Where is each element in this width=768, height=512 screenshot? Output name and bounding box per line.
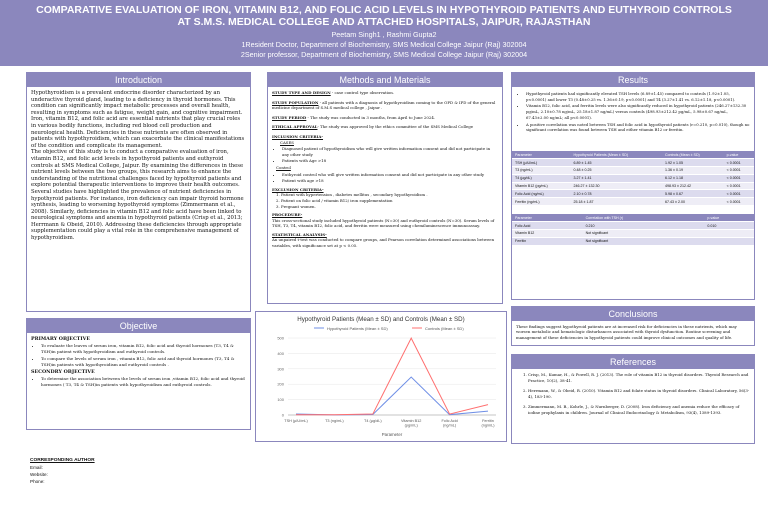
- results-title: Results: [512, 73, 754, 87]
- secondary-objective-label: SECONDRY OBJECTIVE: [31, 369, 95, 375]
- x-tick-label: TSH (µIU/mL): [284, 419, 308, 423]
- y-tick-label: 200: [277, 381, 284, 387]
- table-cell: 1.92 ± 1.05: [662, 159, 724, 167]
- table1-header: Hypothyroid Patients (Mean ± SD): [571, 151, 663, 159]
- table-row: [512, 237, 754, 245]
- email-label: Email:: [30, 465, 43, 470]
- cases-criterion-1: • Diagnosed patient of hypothyroidism who will give written information consent and did not participate in any other study: [282, 146, 498, 157]
- series-line: [296, 338, 488, 415]
- table-cell: Ferritin: [512, 237, 583, 245]
- table-cell: Folic Acid (ng/mL): [512, 190, 571, 198]
- legend-label: Hypothyroid Patients (Mean ± SD): [327, 326, 388, 331]
- table-cell: 1.36 ± 0.19: [662, 167, 724, 175]
- table-cell: Folic Acid: [512, 222, 583, 230]
- control-criterion-1: • Euthyroid control who will give written information consent and did not participate in any other study: [282, 172, 498, 178]
- conclusions-text: These findings suggest hypothyroid patients are at increased risk for deficiencies in these nutrients, which may worsen metabolic and hematologic disturbances associated with thyroid dysfunction. Routine screening and management of these deficiencies in hypothyroid patients could improve clinical outcomes and quality of life.: [516, 324, 737, 340]
- table1-header: Parameter: [512, 151, 571, 159]
- study-population-label: STUDY POPULATION: [272, 99, 319, 105]
- references-title: References: [512, 355, 754, 369]
- reference-item: 2. Herrmann, W., & Obeid, R. (2010). Vitamin B12 and folate status in thyroid disorders. Clinical Laboratory, 56(3-4), 183-190.: [528, 388, 750, 401]
- study-period-label: STUDY PERIOD: [272, 114, 307, 120]
- secondary-objective-1: • To determine the association between the levels of serum iron ,vitamin B12, folic acid and thyroid hormones ( T3, T4 & TSH)in patients with hypothyroidism and euthyroid controls.: [41, 376, 246, 388]
- affiliation-1: 1Resident Doctor, Department of Biochemistry, SMS Medical College Jaipur (Raj) 302004: [241, 40, 527, 49]
- table-cell: < 0.0001: [724, 167, 754, 175]
- corresponding-author: [30, 457, 95, 485]
- reference-item: 1. Crisp, M., Kumar, H., & Powell, R. J. (2013). The role of vitamin B12 in thyroid disorders. Thyroid Research and Practice, 10(2), 38-41.: [528, 372, 750, 385]
- table-cell: Vitamin B12 (pg/mL): [512, 182, 571, 190]
- y-tick-label: 500: [277, 335, 284, 341]
- table-cell: T4 (µg/dL): [512, 174, 571, 182]
- table-cell: 0.010: [704, 222, 754, 230]
- table-cell: < 0.0001: [724, 198, 754, 206]
- chart-title: Hypothyroid Patients (Mean ± SD) and Controls (Mean ± SD): [297, 316, 465, 323]
- website-label: Website:: [30, 472, 48, 477]
- table2-header: Parameter: [512, 214, 583, 222]
- study-design-text: - case control type observation.: [330, 90, 394, 95]
- x-tick-label: T4 (µg/dL): [364, 419, 382, 423]
- corresponding-author-heading: CORRESPONDING AUTHOR: [30, 458, 95, 463]
- y-tick-label: 300: [277, 366, 284, 372]
- x-tick-label: Folic Acid (ng/mL): [441, 419, 458, 428]
- table-cell: 246.27 ± 132.30: [571, 182, 663, 190]
- control-criterion-2: • Patient with age >18: [282, 178, 498, 184]
- x-tick-label: T3 (ng/mL): [325, 419, 344, 423]
- objective-title: Objective: [27, 319, 250, 333]
- cases-criterion-2: • Patients with Age >18: [282, 158, 498, 164]
- table-cell: 67.43 ± 2.00: [662, 198, 724, 206]
- results-chart: [255, 311, 507, 442]
- table-cell: < 0.0001: [724, 190, 754, 198]
- table-cell: Vitamin B12: [512, 230, 583, 238]
- intro-paragraph-3: Several studies have highlighted the prevalence of nutrient deficiencies in hypothyroid patients. For instance, iron deficiency can impair thyroid hormone synthesis, leading to worsening hypothyroid symptoms (Zimmermann et al., 2008). Similarly, deficiencies in vitamin B12 and folic acid have been linked to neurological symptoms and anemia in hypothyroid patients (Crisp et al., 2013; Herrmann & Obeid, 2010). Addressing these deficiencies through appropriate supplementation could play a vital role in the comprehensive management of hypothyroidism.: [31, 188, 244, 242]
- result-bullet-1: • Hypothyroid patients had significantly elevated TSH levels (6.89±1.45) compared to controls (1.92±1.05, p<0.0001) and lower T3 (0.48±0.25 vs. 1.36±0.19, p<0.0001) and T4 (3.27±1.41 vs. 6.12±1.18, p<0.0001).: [526, 91, 750, 102]
- x-tick-label: Vitamin B12 (pg/mL): [400, 419, 422, 428]
- statistical-analysis-label: STATISTICAL ANALYSIS-: [272, 231, 327, 237]
- table-row: [512, 159, 754, 167]
- table-cell: 2.10 ± 0.78: [571, 190, 663, 198]
- primary-objective-2: • To compare the levels of serum iron , vitamin B12, folic acid and thyroid hormones (T3, T4 & TSH)in patients with hypothyroidism and euthyroid controls .: [41, 356, 246, 368]
- result-bullet-3: • A positive correlation was noted between TSH and folic acid in hypothyroid patients (r=0.210, p=0.010), though no significant correlation was found between TSH and either vitamin B12 or ferritin.: [526, 122, 750, 133]
- authors: Peetam Singh1 , Rashmi Gupta2: [331, 30, 437, 39]
- table-cell: 6.12 ± 1.18: [662, 174, 724, 182]
- control-label: Control: [276, 164, 291, 170]
- procedure-label: PROCEDURE-: [272, 212, 303, 218]
- legend-label: Controls (Mean ± SD): [425, 326, 464, 331]
- table-cell: [704, 237, 754, 245]
- references-panel: [511, 354, 755, 444]
- y-tick-label: 100: [277, 397, 284, 403]
- results-panel: [511, 72, 755, 300]
- intro-paragraph-2: The objective of this study is to conduct a comparative evaluation of iron, vitamin B12, and folic acid levels in hypothyroid patients and euthyroid controls at SMS Medical College, Jaipur. By examining the differences in these nutrient levels between the two groups, this research aims to enhance the understanding of the nutritional challenges faced by hypothyroid patients and explore potential therapeutic interventions to improve their health outcomes.: [31, 149, 244, 189]
- conclusions-title: Conclusions: [512, 307, 754, 321]
- introduction-title: Introduction: [27, 73, 250, 87]
- table-cell: 0.48 ± 0.25: [571, 167, 663, 175]
- primary-objective-1: • To evaluate the leaves of serum iron, vitamin B12, folic acid and thyroid hormones (T3, T4 & TSH)in patient with hypothyroidism and euthyroid controls.: [41, 343, 246, 355]
- results-table-2: [512, 214, 754, 246]
- ethical-approval-text: - The study was approved by the ethics committee of the SMS Medical College: [317, 124, 474, 130]
- exclusion-criterion-1: 1. Patient with hypertension , diabetes mellitus , secondary hypothyroidism .: [276, 192, 428, 198]
- table-row: [512, 174, 754, 182]
- table-cell: 498.93 ± 212.42: [662, 182, 724, 190]
- table-cell: 0.210: [583, 222, 705, 230]
- exclusion-criteria-label: EXCLUSION CRITERIA-: [272, 186, 324, 192]
- y-tick-label: 0: [281, 412, 284, 418]
- affiliation-2: 2Senior professor, Department of Biochemistry, SMS Medical College Jaipur (Raj) 302004: [240, 50, 528, 59]
- introduction-panel: [26, 72, 251, 312]
- table-row: [512, 190, 754, 198]
- table-cell: Not significant: [583, 230, 705, 238]
- table-cell: 5.98 ± 0.67: [662, 190, 724, 198]
- conclusions-panel: [511, 306, 755, 346]
- table-row: [512, 167, 754, 175]
- exclusion-criterion-3: 3. Pregnant women.: [276, 203, 316, 209]
- table-cell: 3.27 ± 1.41: [571, 174, 663, 182]
- cases-label: CASES: [280, 139, 294, 145]
- objective-panel: [26, 318, 251, 430]
- results-table-1: [512, 151, 754, 206]
- ethical-approval-label: ETHICAL APPROVAL: [272, 124, 318, 130]
- table-cell: [704, 230, 754, 238]
- inclusion-criteria-label: INCLUSION CRITERIA-: [272, 133, 324, 139]
- table-cell: Not significant: [583, 237, 705, 245]
- procedure-text: This cross-sectional study included hypothyroid patients (N=30) and euthyroid controls (N=30). Serum levels of TSH, T3, T4, vitamin B12, folic acid, and ferritin were measured using chemiluminescence immunoassay.: [272, 217, 495, 229]
- line-chart-svg: [256, 312, 506, 441]
- statistical-analysis-text: An unpaired t-test was conducted to compare groups, and Pearson correlation determined associations between variables, with significance set at p < 0.05.: [272, 237, 495, 249]
- table-cell: TSH (µIU/mL): [512, 159, 571, 167]
- poster-header: [0, 0, 768, 66]
- poster-title-line2: AT S.M.S. MEDICAL COLLEGE AND ATTACHED HOSPITALS, JAIPUR, RAJASTHAN: [177, 16, 591, 28]
- methods-panel: [267, 72, 503, 304]
- table2-header: p-value: [704, 214, 754, 222]
- phone-label: Phone:: [30, 479, 45, 484]
- exclusion-criterion-2: 2. Patient on folic acid / vitamin B12/ iron supplementation: [276, 197, 393, 203]
- x-tick-label: Ferritin (ng/mL): [481, 419, 495, 428]
- reference-item: 3. Zimmermann, M. B., Kohrle, J., & Nurnberger, D. (2008). Iron deficiency and anemia reduce the efficacy of iodine prophylaxis in children. Journal of Clinical Endocrinology & Metabolism, 93(4), 1389-1393.: [528, 404, 750, 417]
- primary-objective-label: PRIMARY OBJECTIVE: [31, 336, 90, 342]
- table-cell: 6.89 ± 1.45: [571, 159, 663, 167]
- study-design-label: STUDY TYPE AND DESIGN: [272, 90, 331, 95]
- study-period-text: - The study was conducted in 3 months, from April to June 2024.: [306, 114, 436, 120]
- table-cell: Ferritin (ng/mL): [512, 198, 571, 206]
- series-line: [296, 377, 488, 415]
- study-population-text: - all patients with a diagnosis of hypothyroidism coming to the OPD & IPD of the general medicine department of S.M.S medical college , Jaipur .: [272, 99, 496, 111]
- x-axis-label: Parameter: [381, 432, 403, 437]
- table-row: [512, 222, 754, 230]
- poster-title-line1: COMPARATIVE EVALUATION OF IRON, VITAMIN B12, AND FOLIC ACID LEVELS IN HYPOTHYROID PATIENTS AND EUTHYROID CONTROLS: [36, 4, 732, 16]
- table-cell: 25.18 ± 1.87: [571, 198, 663, 206]
- intro-paragraph-1: Hypothyroidism is a prevalent endocrine disorder characterized by an underactive thyroid gland, leading to a deficiency in thyroid hormones. This condition can significantly impact metabolic processes and overall health, resulting in symptoms such as fatigue, weight gain, and cognitive impairment. Iron, vitamin B12, and folic acid are essential nutrients that play crucial roles in various bodily functions, including red blood cell production and neurological health. Deficiencies in these nutrients are often observed in patients with hypothyroidism, which can exacerbate the clinical manifestations of the condition and complicate its management.: [31, 90, 245, 149]
- table-row: [512, 198, 754, 206]
- table-cell: < 0.0001: [724, 182, 754, 190]
- table1-header: Controls (Mean ± SD): [662, 151, 724, 159]
- result-bullet-2: • Vitamin B12, folic acid, and ferritin levels were also significantly reduced in hypothyroid patients (246.27±132.30 pg/mL, 2.10±0.78 ng/mL, 25.18±1.87 ng/mL) versus controls (498.93±212.42 pg/mL, 5.98±0.67 ng/mL, 67.43±2.00 ng/mL; all p<0.0001).: [526, 103, 750, 120]
- methods-title: Methods and Materials: [268, 73, 502, 87]
- table-cell: < 0.0001: [724, 174, 754, 182]
- table1-header: p-value: [724, 151, 754, 159]
- table-cell: T3 (ng/mL): [512, 167, 571, 175]
- y-tick-label: 400: [277, 350, 284, 356]
- table-row: [512, 182, 754, 190]
- table-row: [512, 230, 754, 238]
- table2-header: Correlation with TSH (r): [583, 214, 705, 222]
- table-cell: < 0.0001: [724, 159, 754, 167]
